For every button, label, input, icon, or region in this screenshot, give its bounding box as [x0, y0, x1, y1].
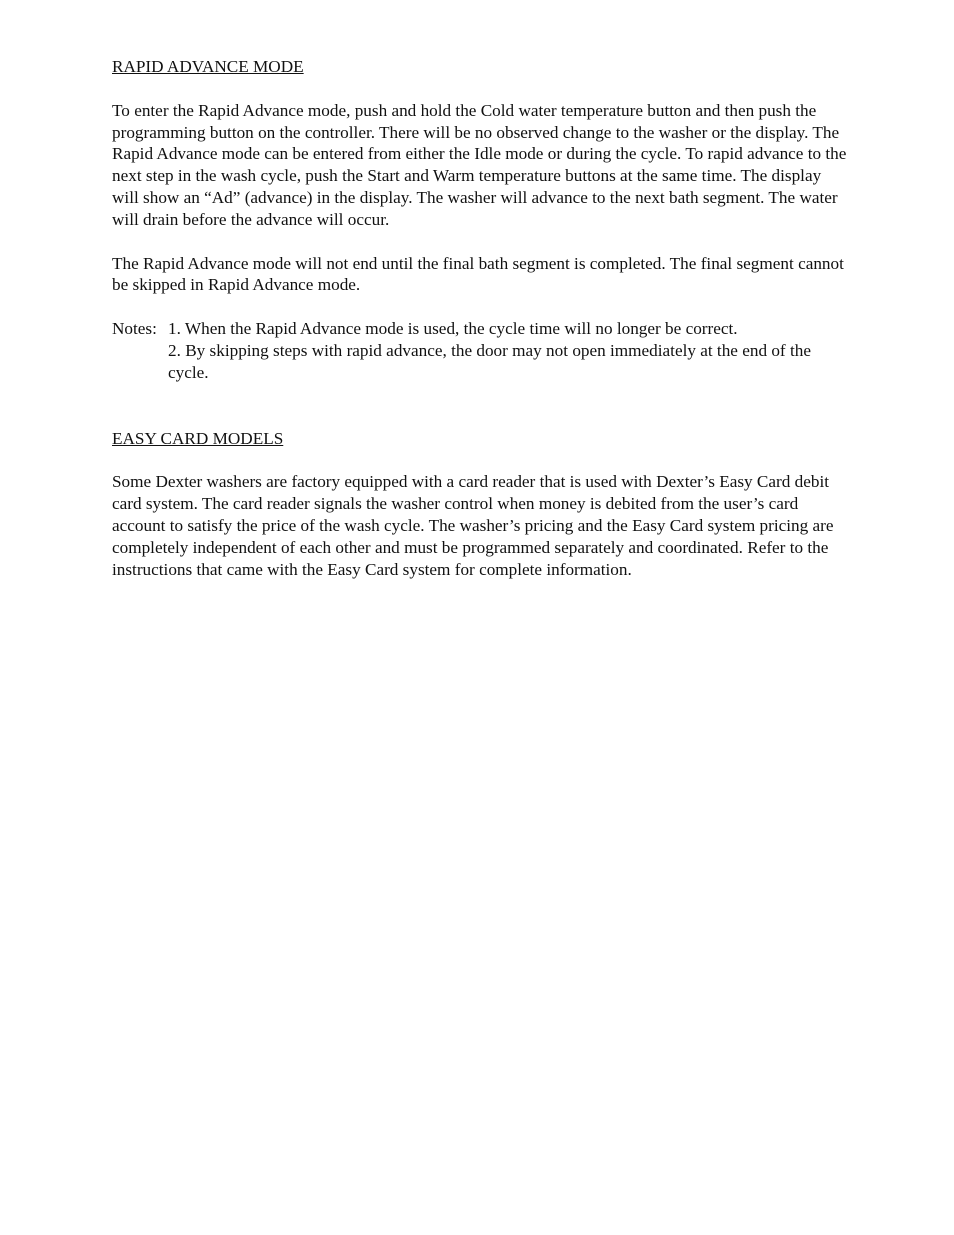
- note-item-1: 1. When the Rapid Advance mode is used, the cycle time will no longer be correct.: [168, 319, 738, 339]
- note-item-2: 2. By skipping steps with rapid advance, the door may not open immediately at the end of the cycle.: [168, 340, 811, 382]
- notes-block: [112, 318, 852, 383]
- section-heading-easy-card: EASY CARD MODELS: [112, 428, 284, 448]
- spacer: [112, 296, 852, 318]
- spacer: [112, 449, 852, 471]
- paragraph-rapid-advance-end: The Rapid Advance mode will not end until the final bath segment is completed. The final segment cannot be skipped in Rapid Advance mode.: [112, 253, 844, 295]
- spacer: [112, 78, 852, 100]
- notes-list: [168, 318, 852, 383]
- notes-label: Notes:: [112, 319, 157, 339]
- spacer: [112, 231, 852, 253]
- section-heading-rapid-advance: RAPID ADVANCE MODE: [112, 57, 304, 76]
- document-page: [112, 56, 852, 580]
- spacer: [112, 384, 852, 428]
- paragraph-easy-card-description: Some Dexter washers are factory equipped with a card reader that is used with Dexter’s Easy Card debit card system. The card reader signals the washer control when money is debited from the user’s card account to satisfy the price of the wash cycle. The washer’s pricing and the Easy Card system pricing are completely independent of each other and must be programmed separately and coordinated. Refer to the instructions that came with the Easy Card system for complete information.: [112, 472, 834, 579]
- paragraph-rapid-advance-instructions: To enter the Rapid Advance mode, push and hold the Cold water temperature button and then push the programming button on the controller. There will be no observed change to the washer or the display. The Rapid Advance mode can be entered from either the Idle mode or during the cycle. To rapid advance to the next step in the wash cycle, push the Start and Warm temperature buttons at the same time. The display will show an “Ad” (advance) in the display. The washer will advance to the next bath segment. The water will drain before the advance will occur.: [112, 100, 847, 229]
